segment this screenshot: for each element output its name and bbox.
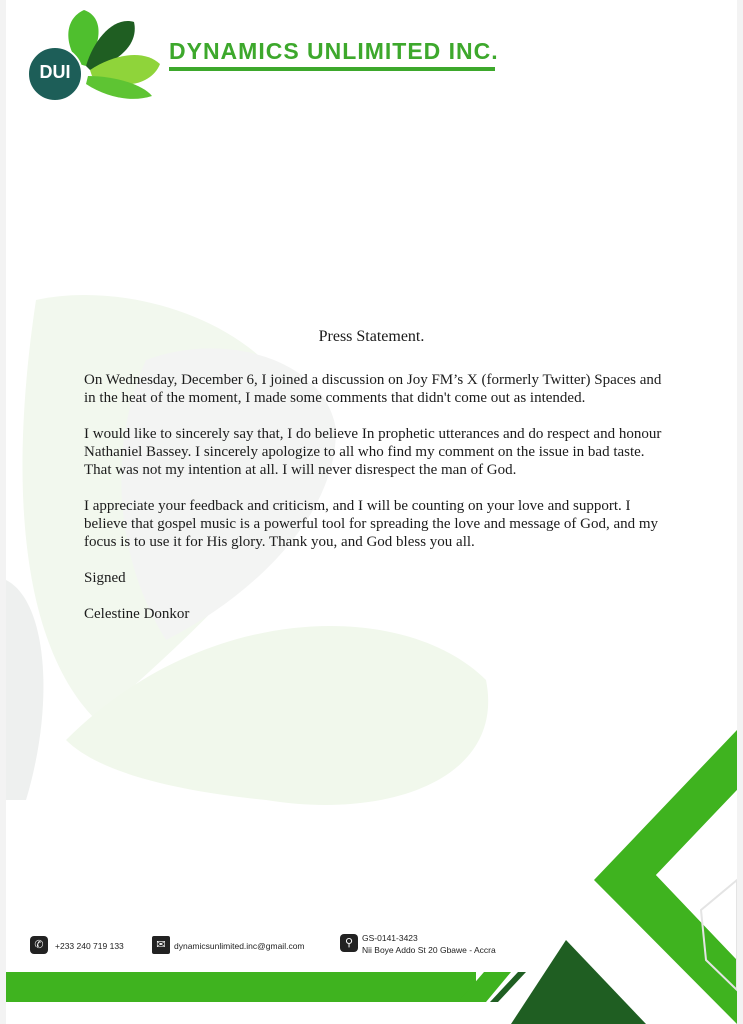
letter-page xyxy=(6,0,737,1024)
paragraph-2: I would like to sincerely say that, I do believe In prophetic utterances and do respect and honour Nathaniel Bassey. I sincerely apologize to all who find my comment on the issue in bad taste. That was not my intention at all. I will never disrespect the man of God. xyxy=(84,426,662,478)
location-pin-icon: ⚲ xyxy=(340,934,358,952)
statement-body xyxy=(84,371,669,641)
phone-icon: ✆ xyxy=(30,936,48,954)
footer-address-line1: GS-0141-3423 xyxy=(362,933,418,943)
paragraph-3: I appreciate your feedback and criticism, and I will be counting on your love and support. I believe that gospel music is a powerful tool for spreading the love and message of God, and my focus is to use it for His glory. Thank you, and God bless you all. xyxy=(84,498,659,550)
company-name: DYNAMICS UNLIMITED INC. xyxy=(169,38,499,64)
company-underline xyxy=(169,67,495,71)
document-title: Press Statement. xyxy=(318,328,425,345)
company-logo xyxy=(24,4,169,104)
logo-monogram: DUI xyxy=(39,62,71,82)
footer-email: dynamicsunlimited.inc@gmail.com xyxy=(174,941,305,951)
paragraph-1: On Wednesday, December 6, I joined a discussion on Joy FM’s X (formerly Twitter) Spaces and in the heat of the moment, I made some comments that didn't come out as intended. xyxy=(84,372,662,406)
signatory-name: Celestine Donkor xyxy=(84,606,190,622)
footer-address-line2: Nii Boye Addo St 20 Gbawe - Accra xyxy=(362,945,496,955)
mail-icon: ✉ xyxy=(152,936,170,954)
footer-phone: +233 240 719 133 xyxy=(55,941,124,951)
signed-label: Signed xyxy=(84,570,126,586)
